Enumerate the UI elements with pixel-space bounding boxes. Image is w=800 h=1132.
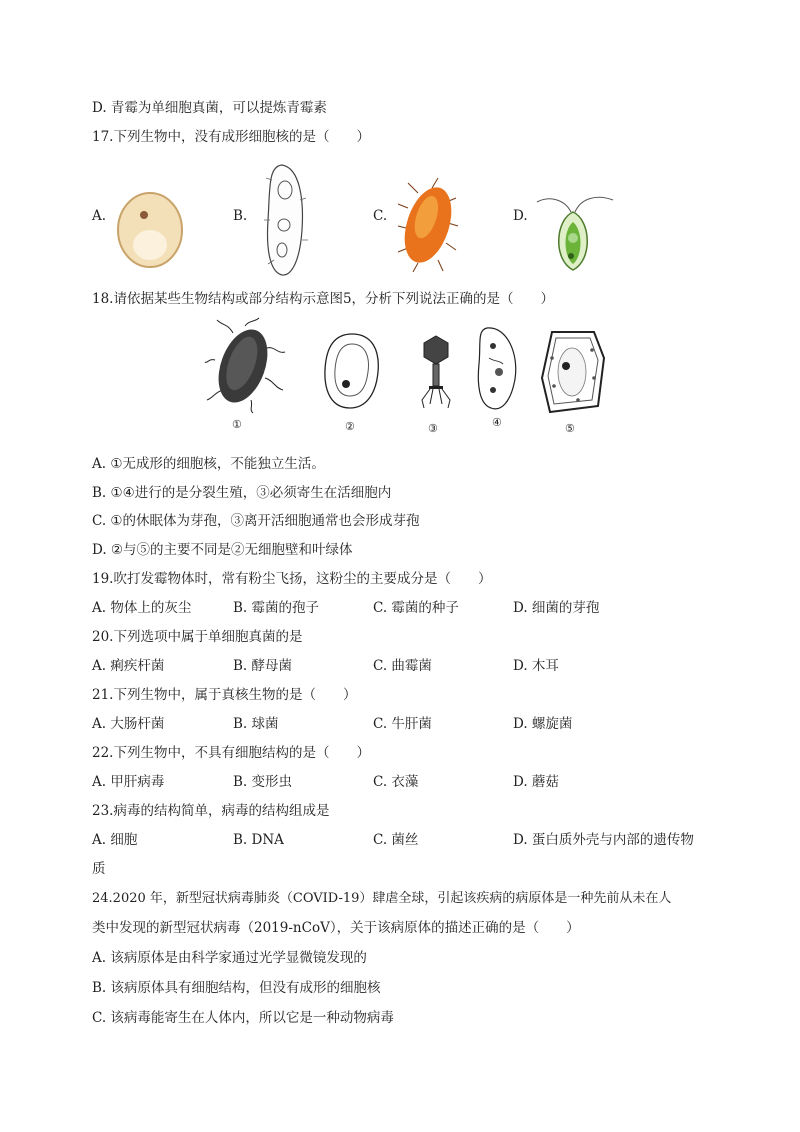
paramecium-icon [260, 160, 310, 280]
bacterium-flagella-icon [205, 318, 285, 413]
q23-option-a: A. 细胞 [92, 832, 138, 848]
q24-option-c: C. 该病毒能寄生在人体内，所以它是一种动物病毒 [92, 1010, 394, 1026]
bacterium-icon [398, 178, 458, 273]
q16-option-d: D. 青霉为单细胞真菌，可以提炼青霉素 [92, 100, 327, 116]
q18-option-d: D. ②与⑤的主要不同是②无细胞壁和叶绿体 [92, 542, 353, 558]
question-21: 21.下列生物中，属于真核生物的是（ ） [92, 687, 357, 703]
q18-option-a: A. ①无成形的细胞核，不能独立生活。 [92, 456, 325, 472]
q22-option-a: A. 甲肝病毒 [92, 774, 165, 790]
question-17: 17.下列生物中，没有成形细胞核的是（ ） [92, 129, 370, 145]
q23-option-d-continued: 质 [92, 861, 106, 877]
q17-label-a: A. [92, 208, 107, 224]
figure-label-2: ② [345, 420, 355, 433]
q23-option-d: D. 蛋白质外壳与内部的遗传物 [513, 832, 694, 848]
animal-cell-icon [322, 332, 382, 410]
q18-option-b: B. ①④进行的是分裂生殖，③必须寄生在活细胞内 [92, 485, 392, 501]
figure-label-1: ① [232, 418, 242, 431]
q19-option-b: B. 霉菌的孢子 [233, 600, 320, 616]
q24-option-a: A. 该病原体是由科学家通过光学显微镜发现的 [92, 950, 367, 966]
q20-option-b: B. 酵母菌 [233, 658, 293, 674]
question-19: 19.吹打发霉物体时，常有粉尘飞扬，这粉尘的主要成分是（ ） [92, 571, 492, 587]
q20-option-c: C. 曲霉菌 [373, 658, 432, 674]
question-24-line-2: 类中发现的新型冠状病毒（2019-nCoV），关于该病原体的描述正确的是（ ） [92, 920, 580, 936]
plant-cell-icon [538, 328, 608, 416]
q22-option-d: D. 蘑菇 [513, 774, 559, 790]
question-20: 20.下列选项中属于单细胞真菌的是 [92, 629, 303, 645]
figure-label-5: ⑤ [565, 422, 575, 435]
q23-option-b: B. DNA [233, 832, 284, 848]
question-24-line-1: 24.2020 年，新型冠状病毒肺炎（COVID-19）肆虐全球，引起该疾病的病原体是一种先前从未在人 [92, 891, 672, 906]
q18-option-c: C. ①的休眠体为芽孢，③离开活细胞通常也会形成芽孢 [92, 513, 420, 529]
q17-label-d: D. [513, 208, 528, 224]
q17-label-c: C. [373, 208, 388, 224]
chlamydomonas-icon [535, 190, 615, 275]
q19-option-a: A. 物体上的灰尘 [92, 600, 192, 616]
q20-option-a: A. 痢疾杆菌 [92, 658, 165, 674]
paramecium-sketch-icon [473, 324, 523, 414]
q24-option-b: B. 该病原体具有细胞结构，但没有成形的细胞核 [92, 980, 381, 996]
q21-option-a: A. 大肠杆菌 [92, 716, 165, 732]
q22-option-b: B. 变形虫 [233, 774, 293, 790]
question-18: 18.请依据某些生物结构或部分结构示意图5，分析下列说法正确的是（ ） [92, 291, 555, 307]
question-23: 23.病毒的结构简单，病毒的结构组成是 [92, 803, 330, 819]
q22-option-c: C. 衣藻 [373, 774, 419, 790]
q21-option-b: B. 球菌 [233, 716, 279, 732]
q21-option-d: D. 螺旋菌 [513, 716, 573, 732]
figure-label-3: ③ [428, 422, 438, 435]
q19-option-d: D. 细菌的芽孢 [513, 600, 600, 616]
bacteriophage-icon [418, 334, 454, 410]
q19-option-c: C. 霉菌的种子 [373, 600, 459, 616]
q17-label-b: B. [233, 208, 248, 224]
figure-label-4: ④ [492, 416, 502, 429]
q20-option-d: D. 木耳 [513, 658, 559, 674]
q23-option-c: C. 菌丝 [373, 832, 419, 848]
q21-option-c: C. 牛肝菌 [373, 716, 432, 732]
question-22: 22.下列生物中，不具有细胞结构的是（ ） [92, 745, 370, 761]
yeast-cell-icon [115, 190, 185, 270]
